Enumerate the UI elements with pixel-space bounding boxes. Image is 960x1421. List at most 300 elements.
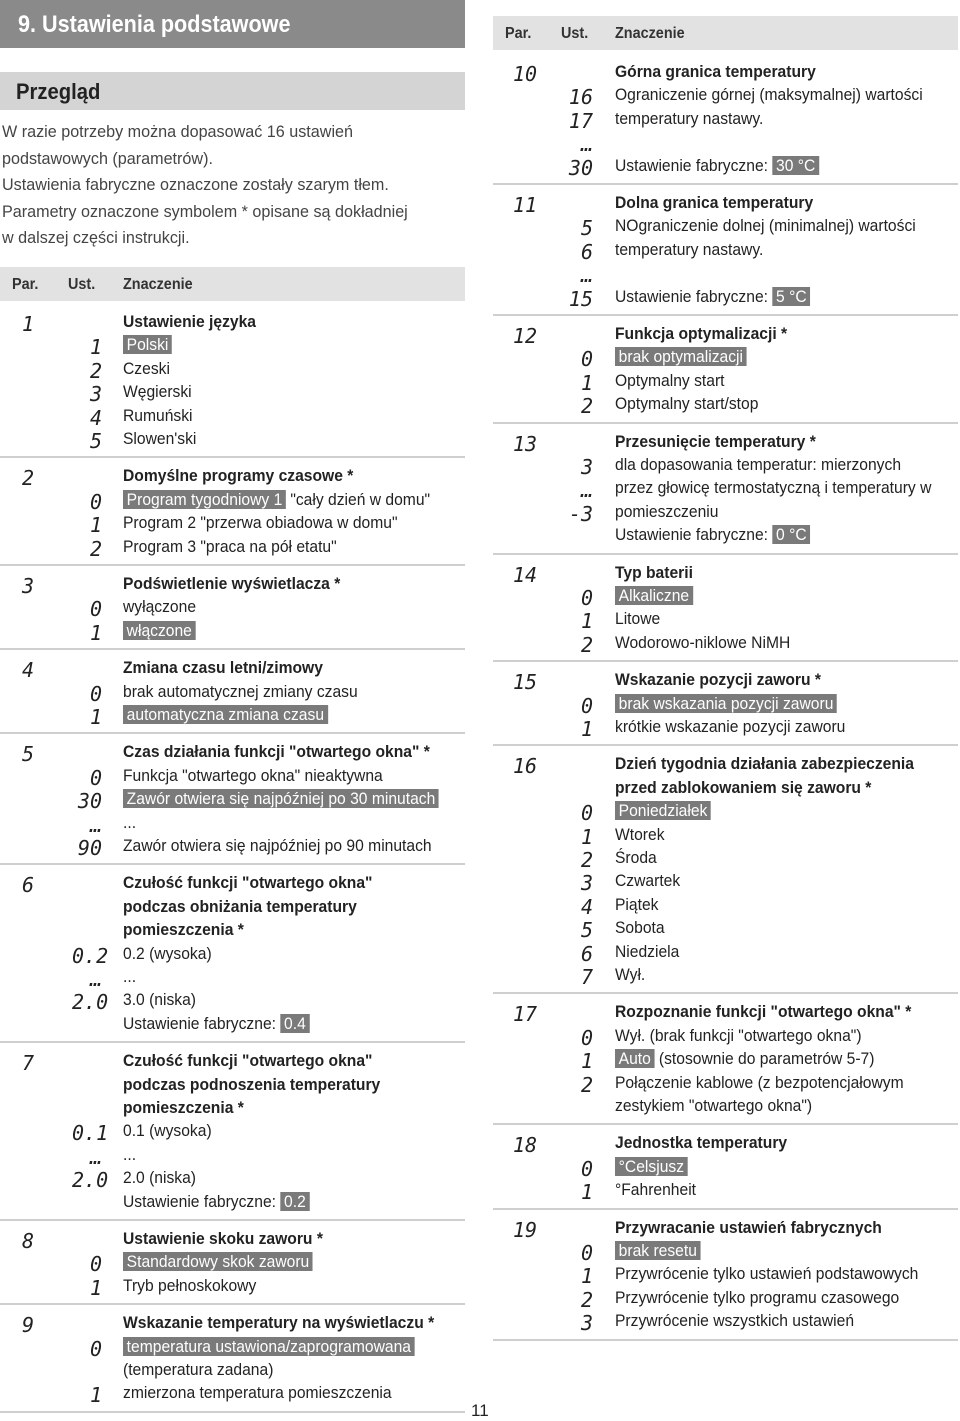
meaning-text <box>615 525 810 545</box>
parameter-line <box>0 873 465 896</box>
meaning-text <box>615 1311 854 1331</box>
meaning-main: Domyślne programy czasowe * <box>123 466 354 486</box>
meaning-text <box>615 455 901 475</box>
parameter-line <box>493 871 958 894</box>
setting-value: 1 <box>89 1383 102 1408</box>
parameter-number: 12 <box>513 324 538 348</box>
meaning-main: przez głowicę termostatyczną i temperatury w <box>615 478 932 498</box>
meaning-text-default <box>615 1241 701 1261</box>
parameter-title <box>123 1098 244 1118</box>
setting-value: 5 <box>89 429 102 453</box>
parameter-line <box>493 670 958 693</box>
parameter-number: 5 <box>22 742 35 767</box>
parameter-line <box>0 1051 465 1074</box>
intro-line: w dalszej części instrukcji. <box>2 228 190 247</box>
parameter-row <box>0 458 465 566</box>
setting-value: 5 <box>580 216 593 241</box>
intro-line: Parametry oznaczone symbolem * opisane są dokładniej <box>2 201 408 221</box>
setting-value: 1 <box>89 704 102 729</box>
meaning-main: NOgraniczenie dolnej (minimalnej) wartości <box>615 216 916 236</box>
meaning-main: Typ baterii <box>615 562 693 582</box>
parameter-line <box>0 1276 465 1299</box>
setting-value: 1 <box>580 1049 593 1074</box>
parameter-title <box>615 324 787 344</box>
meaning-main: Ograniczenie górnej (maksymalnej) wartości <box>615 85 923 105</box>
parameter-row <box>0 865 465 1043</box>
meaning-text-default <box>123 789 439 809</box>
parameter-number: 2 <box>22 466 35 491</box>
parameter-line <box>493 240 958 263</box>
meaning-main: Dolna granica temperatury <box>615 193 814 212</box>
parameter-line <box>0 897 465 920</box>
meaning-text <box>615 918 665 938</box>
parameter-line <box>493 478 958 501</box>
meaning-text-default <box>615 586 693 606</box>
meaning-main: (temperatura zadana) <box>123 1359 274 1379</box>
setting-value: 1 <box>580 609 593 634</box>
parameter-row <box>0 1305 465 1413</box>
meaning-text <box>123 1192 309 1212</box>
parameter-title <box>123 1313 434 1333</box>
meaning-main: Czeski <box>123 358 170 378</box>
parameter-line <box>493 942 958 965</box>
parameter-line <box>0 766 465 789</box>
parameter-line <box>493 324 958 347</box>
parameter-line <box>0 466 465 489</box>
parameter-line <box>493 347 958 370</box>
meaning-text <box>615 1288 899 1308</box>
parameter-row <box>0 1043 465 1221</box>
meaning-text-default <box>123 490 430 510</box>
parameter-row <box>493 316 958 424</box>
meaning-suffix: (stosownie do parametrów 5-7) <box>654 1049 875 1069</box>
meaning-text-default <box>123 705 328 725</box>
meaning-main: Przywracanie ustawień fabrycznych <box>615 1217 882 1237</box>
meaning-main: Litowe <box>615 609 661 629</box>
meaning-main: Ustawienie skoku zaworu * <box>123 1229 323 1248</box>
parameter-title <box>123 920 244 940</box>
meaning-main: Wył. (brak funkcji "otwartego okna") <box>615 1025 862 1045</box>
meaning-text <box>123 359 170 379</box>
meaning-main: Slowen'ski <box>123 429 197 448</box>
parameter-number: 9 <box>22 1313 35 1338</box>
meaning-main: Wodorowo-niklowe NiMH <box>615 632 791 652</box>
meaning-text <box>123 382 192 402</box>
meaning-text <box>123 1360 273 1380</box>
parameter-line <box>493 132 958 155</box>
parameter-title <box>123 312 256 332</box>
parameter-line <box>0 920 465 943</box>
section-title-bar <box>0 0 465 48</box>
meaning-text <box>615 502 718 522</box>
subtitle-bar <box>0 72 465 110</box>
factory-default-highlight: 0.4 <box>280 1014 309 1033</box>
parameter-title <box>615 1133 787 1153</box>
meaning-text-default <box>615 801 711 821</box>
meaning-main: temperatury nastawy. <box>615 239 764 259</box>
meaning-main: Ustawienie fabryczne: <box>123 1013 277 1033</box>
header-znaczenie: Znaczenie <box>615 25 685 42</box>
parameter-title <box>615 778 871 798</box>
parameter-number: 17 <box>513 1002 538 1027</box>
parameter-row <box>0 650 465 734</box>
meaning-text <box>615 1026 862 1046</box>
parameter-line <box>493 1241 958 1264</box>
parameter-line <box>0 335 465 358</box>
parameter-row <box>493 662 958 746</box>
intro-line: W razie potrzeby można dopasować 16 ustawień <box>2 122 353 141</box>
setting-value: 2 <box>580 632 593 657</box>
parameter-line <box>493 563 958 586</box>
parameter-line <box>493 609 958 632</box>
meaning-main: Podświetlenie wyświetlacza * <box>123 574 341 593</box>
parameter-title <box>123 466 353 486</box>
parameter-line <box>0 490 465 513</box>
factory-default-highlight: 5 °C <box>772 287 810 306</box>
parameter-line <box>493 633 958 656</box>
parameter-line <box>493 263 958 286</box>
parameter-line <box>493 371 958 394</box>
factory-default-highlight: brak optymalizacji <box>615 347 747 366</box>
parameter-line <box>493 502 958 525</box>
parameter-line <box>0 990 465 1013</box>
meaning-text <box>615 1096 812 1116</box>
meaning-main: Zmiana czasu letni/zimowy <box>123 658 323 678</box>
parameter-row <box>0 566 465 650</box>
parameter-title <box>123 658 323 678</box>
parameter-title <box>123 1051 372 1071</box>
parameter-line <box>493 1073 958 1096</box>
parameter-row <box>493 994 958 1125</box>
parameter-number: 6 <box>22 873 35 898</box>
setting-value: 30 <box>568 155 593 180</box>
meaning-main: Ustawienie fabryczne: <box>615 155 769 175</box>
parameter-line <box>493 85 958 108</box>
parameter-line <box>0 1229 465 1252</box>
setting-value: 1 <box>89 513 102 538</box>
parameter-line <box>0 1121 465 1144</box>
setting-value: 0 <box>580 801 593 826</box>
meaning-text <box>123 944 212 964</box>
factory-default-highlight: Auto <box>615 1049 655 1068</box>
setting-value: 0 <box>580 693 593 718</box>
meaning-main: ... <box>123 966 137 986</box>
meaning-text-default <box>123 621 196 641</box>
parameter-title <box>615 193 813 213</box>
parameter-title <box>615 563 693 583</box>
parameter-number: 7 <box>22 1051 35 1076</box>
meaning-text <box>615 1264 918 1284</box>
parameter-line <box>493 525 958 548</box>
subtitle: Przegląd <box>16 79 101 104</box>
setting-value: 0 <box>580 1156 593 1181</box>
parameter-line <box>0 705 465 728</box>
meaning-text <box>123 429 196 449</box>
parameter-row <box>493 555 958 663</box>
factory-default-highlight: 30 °C <box>772 156 819 175</box>
parameter-line <box>0 1075 465 1098</box>
parameter-line <box>493 717 958 740</box>
meaning-text-default <box>615 347 747 367</box>
meaning-main: Wtorek <box>615 824 665 844</box>
meaning-main: Górna granica temperatury <box>615 62 816 81</box>
meaning-text <box>615 85 923 105</box>
parameter-line <box>0 1098 465 1121</box>
meaning-text <box>615 942 679 962</box>
parameter-row <box>493 54 958 185</box>
parameter-line <box>0 312 465 335</box>
meaning-text <box>615 848 657 868</box>
parameter-line <box>493 1049 958 1072</box>
meaning-text <box>123 813 136 833</box>
intro-text <box>2 119 457 252</box>
meaning-text-default <box>615 694 837 714</box>
parameter-row <box>493 1125 958 1209</box>
setting-value: 90 <box>77 835 102 860</box>
meaning-text-default <box>615 1049 874 1069</box>
parameter-line <box>0 1192 465 1215</box>
setting-value: 0.1 <box>72 1121 109 1146</box>
meaning-main: Wył. <box>615 964 646 984</box>
parameter-line <box>0 1383 465 1406</box>
parameter-line <box>0 1252 465 1275</box>
meaning-main: Węgierski <box>123 382 192 402</box>
parameter-title <box>123 873 372 893</box>
parameter-number: 4 <box>22 658 35 683</box>
meaning-main: Funkcja optymalizacji * <box>615 324 788 343</box>
meaning-main: Funkcja "otwartego okna" nieaktywna <box>123 765 383 785</box>
meaning-text <box>615 478 931 498</box>
parameter-row <box>0 734 465 865</box>
setting-value: 1 <box>89 1275 102 1300</box>
meaning-text <box>123 406 193 426</box>
factory-default-highlight: temperatura ustawiona/zaprogramowana <box>123 1337 415 1356</box>
factory-default-highlight: 0.2 <box>280 1192 309 1211</box>
meaning-text <box>615 717 845 737</box>
setting-value: … <box>580 478 593 503</box>
parameter-title <box>123 742 430 762</box>
meaning-main: zestykiem "otwartego okna") <box>615 1095 813 1115</box>
setting-value: 3 <box>580 454 593 479</box>
factory-default-highlight: Standardowy skok zaworu <box>123 1252 313 1271</box>
parameter-line <box>0 1337 465 1360</box>
setting-value: 0 <box>580 585 593 610</box>
parameter-number: 14 <box>513 562 538 587</box>
meaning-main: Piątek <box>615 894 659 914</box>
parameter-line <box>493 1264 958 1287</box>
meaning-text <box>123 766 383 786</box>
meaning-main: Czułość funkcji "otwartego okna" <box>123 873 373 893</box>
meaning-main: Optymalny start/stop <box>615 394 759 414</box>
meaning-text <box>615 287 810 307</box>
meaning-text <box>123 513 398 533</box>
parameter-line <box>493 1096 958 1119</box>
parameter-line <box>0 621 465 644</box>
meaning-main: Wskazanie pozycji zaworu * <box>615 670 821 690</box>
setting-value: … <box>89 812 102 837</box>
meaning-main: Ustawienie fabryczne: <box>615 525 769 545</box>
parameter-line <box>0 742 465 765</box>
meaning-main: pomieszczenia * <box>123 920 244 940</box>
meaning-text <box>615 895 658 915</box>
meaning-text <box>123 682 358 702</box>
parameter-row <box>0 304 465 458</box>
parameter-title <box>615 670 821 690</box>
meaning-main: Czwartek <box>615 871 681 891</box>
meaning-text <box>123 1014 309 1034</box>
parameter-title <box>123 574 340 594</box>
parameter-line <box>493 1002 958 1025</box>
meaning-main: Dzień tygodnia działania zabezpieczenia <box>615 754 914 774</box>
parameter-row <box>493 424 958 555</box>
parameter-line <box>0 1313 465 1336</box>
table-header-left <box>0 267 465 301</box>
meaning-main: 2.0 (niska) <box>123 1168 197 1188</box>
setting-value: 2.0 <box>72 1168 109 1193</box>
parameter-line <box>0 682 465 705</box>
meaning-main: Czas działania funkcji "otwartego okna" * <box>123 742 430 762</box>
setting-value: 5 <box>580 918 593 943</box>
setting-value: 1 <box>580 824 593 849</box>
parameter-title <box>615 1002 911 1022</box>
parameter-row <box>0 1221 465 1305</box>
meaning-main: krótkie wskazanie pozycji zaworu <box>615 716 846 736</box>
parameter-title <box>615 432 816 452</box>
header-par: Par. <box>12 276 39 293</box>
factory-default-highlight: włączone <box>123 621 196 640</box>
setting-value: 1 <box>580 716 593 741</box>
setting-value: 4 <box>89 405 102 430</box>
meaning-main: Połączenie kablowe (z bezpotencjałowym <box>615 1072 904 1092</box>
parameter-line <box>493 1026 958 1049</box>
parameter-line <box>493 694 958 717</box>
parameter-line <box>493 918 958 941</box>
setting-value: … <box>580 132 593 157</box>
setting-value: 2 <box>580 1287 593 1312</box>
setting-value: 30 <box>77 789 102 814</box>
meaning-text <box>123 1383 392 1403</box>
parameter-line <box>493 156 958 179</box>
meaning-main: zmierzona temperatura pomieszczenia <box>123 1383 392 1403</box>
meaning-text <box>615 871 680 891</box>
meaning-text <box>615 1073 904 1093</box>
factory-default-highlight: Zawór otwiera się najpóźniej po 30 minutach <box>123 789 439 808</box>
parameter-line <box>0 967 465 990</box>
table-header-right <box>493 16 958 50</box>
parameter-line <box>493 754 958 777</box>
setting-value: 3 <box>580 1311 593 1336</box>
parameter-line <box>0 658 465 681</box>
meaning-text-default <box>615 1157 688 1177</box>
setting-value: 17 <box>568 108 593 133</box>
meaning-main: Jednostka temperatury <box>615 1133 788 1153</box>
meaning-text <box>615 825 665 845</box>
meaning-main: ... <box>123 812 137 832</box>
parameter-line <box>0 1145 465 1168</box>
parameter-line <box>0 1168 465 1191</box>
meaning-text <box>123 836 432 856</box>
parameter-line <box>493 1133 958 1156</box>
parameter-line <box>493 1311 958 1334</box>
section-title: 9. Ustawienia podstawowe <box>18 11 291 38</box>
parameter-number: 8 <box>22 1229 35 1253</box>
factory-default-highlight: brak resetu <box>615 1241 701 1260</box>
setting-value: 0 <box>89 1252 102 1277</box>
parameter-line <box>0 597 465 620</box>
factory-default-highlight: 0 °C <box>772 525 810 544</box>
parameter-title <box>123 1075 380 1095</box>
meaning-text <box>615 965 645 985</box>
setting-value: 2 <box>580 847 593 872</box>
meaning-text <box>615 633 790 653</box>
parameter-row <box>493 746 958 994</box>
meaning-text <box>615 371 725 391</box>
meaning-main: Tryb pełnoskokowy <box>123 1275 257 1295</box>
parameter-line <box>493 455 958 478</box>
parameter-line <box>493 394 958 417</box>
meaning-main: Przywrócenie tylko programu czasowego <box>615 1287 900 1307</box>
meaning-text-default <box>123 1252 313 1272</box>
parameter-line <box>493 586 958 609</box>
meaning-main: pomieszczenia * <box>123 1097 244 1117</box>
setting-value: 1 <box>89 620 102 645</box>
meaning-main: Wskazanie temperatury na wyświetlaczu * <box>123 1313 435 1333</box>
setting-value: 0 <box>89 597 102 622</box>
meaning-main: przed zablokowaniem się zaworu * <box>615 777 872 797</box>
intro-line: Ustawienia fabryczne oznaczone zostały szarym tłem. <box>2 175 389 194</box>
parameter-line <box>493 778 958 801</box>
meaning-main: Środa <box>615 847 657 867</box>
meaning-text <box>123 1168 196 1188</box>
meaning-main: 0.1 (wysoka) <box>123 1121 212 1141</box>
parameter-number: 16 <box>513 754 538 779</box>
parameter-line <box>493 1288 958 1311</box>
parameter-line <box>493 216 958 239</box>
setting-value: 6 <box>580 239 593 264</box>
meaning-main: °Fahrenheit <box>615 1180 697 1200</box>
meaning-main: 3.0 (niska) <box>123 990 197 1010</box>
parameter-line <box>0 836 465 859</box>
setting-value: 7 <box>580 964 593 989</box>
setting-value: 0.2 <box>72 943 109 968</box>
meaning-main: podczas podnoszenia temperatury <box>123 1074 381 1094</box>
parameter-number: 19 <box>513 1217 538 1242</box>
meaning-text <box>123 597 196 617</box>
parameter-line <box>0 359 465 382</box>
setting-value: 2 <box>89 358 102 383</box>
parameter-number: 10 <box>513 62 538 86</box>
parameter-title <box>123 1229 323 1249</box>
header-ust: Ust. <box>68 276 96 293</box>
parameter-line <box>493 801 958 824</box>
setting-value: … <box>89 966 102 991</box>
setting-value: 0 <box>580 1240 593 1265</box>
parameter-line <box>493 193 958 216</box>
parameter-line <box>0 382 465 405</box>
meaning-main: ... <box>123 1144 137 1164</box>
meaning-main: wyłączone <box>123 597 197 617</box>
parameter-line <box>0 537 465 560</box>
meaning-main: brak automatycznej zmiany czasu <box>123 681 358 701</box>
factory-default-highlight: Alkaliczne <box>615 586 693 605</box>
parameter-line <box>0 1360 465 1383</box>
meaning-main: Program 2 "przerwa obiadowa w domu" <box>123 513 398 533</box>
setting-value: 0 <box>580 347 593 372</box>
parameter-number: 18 <box>513 1133 538 1158</box>
setting-value: 4 <box>580 894 593 919</box>
page-number: 11 <box>471 1401 489 1420</box>
setting-value: … <box>580 263 593 288</box>
